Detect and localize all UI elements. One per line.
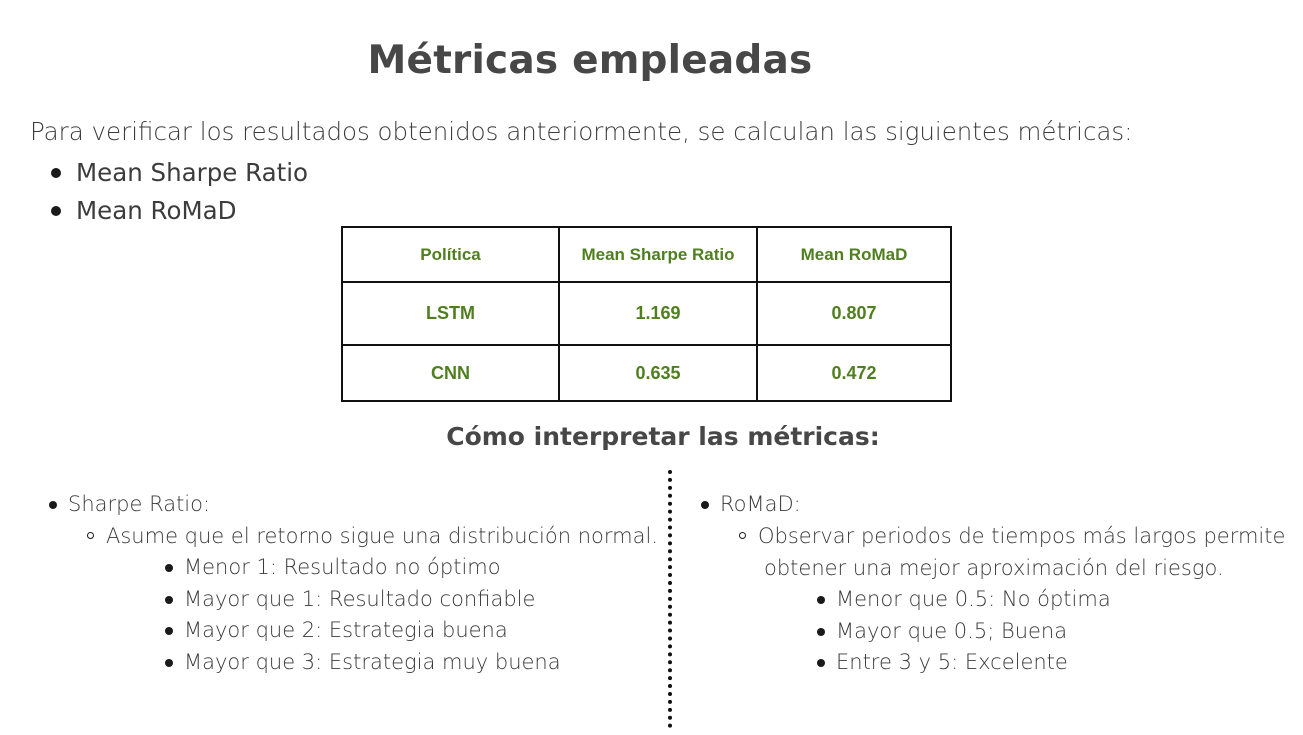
list-item: Mayor que 1: Resultado confiable — [46, 584, 658, 616]
results-table — [341, 226, 952, 402]
cell-romad: 0.807 — [757, 282, 951, 345]
sharpe-heading: Sharpe Ratio: — [46, 489, 658, 520]
cell-romad: 0.472 — [757, 345, 951, 401]
header-mean-romad: Mean RoMaD — [757, 227, 951, 282]
metric-item-sharpe: Mean Sharpe Ratio — [48, 157, 308, 195]
cell-sharpe: 1.169 — [559, 282, 757, 345]
table-row — [342, 282, 951, 345]
table-row — [342, 345, 951, 401]
list-item: Mayor que 0.5; Buena — [698, 616, 1285, 648]
sharpe-explanation — [46, 489, 658, 678]
table-header-row — [342, 227, 951, 282]
metrics-list — [48, 157, 308, 233]
list-item: Menor 1: Resultado no óptimo — [46, 552, 658, 584]
page-title: Métricas empleadas — [367, 38, 813, 83]
section-subtitle: Cómo interpretar las métricas: — [446, 422, 880, 451]
list-item: Menor que 0.5: No óptima — [698, 584, 1285, 616]
header-mean-sharpe: Mean Sharpe Ratio — [559, 227, 757, 282]
cell-sharpe: 0.635 — [559, 345, 757, 401]
romad-note-line2: obtener una mejor aproximación del riesgo. — [764, 556, 1224, 580]
romad-heading: RoMaD: — [698, 489, 1285, 520]
romad-note-line1: Observar periodos de tiempos más largos permite — [758, 524, 1286, 548]
list-item: Mayor que 2: Estrategia buena — [46, 615, 658, 647]
list-item: Mayor que 3: Estrategia muy buena — [46, 647, 658, 679]
cell-policy: CNN — [342, 345, 559, 401]
romad-explanation — [698, 489, 1285, 679]
list-item: Entre 3 y 5: Excelente — [698, 647, 1285, 679]
dotted-divider — [668, 470, 672, 728]
intro-text: Para verificar los resultados obtenidos anteriormente, se calculan las siguientes métricas: — [30, 117, 1133, 146]
cell-policy: LSTM — [342, 282, 559, 345]
romad-note — [698, 520, 1285, 584]
sharpe-note: Asume que el retorno sigue una distribución normal. — [46, 520, 658, 552]
header-politica: Política — [342, 227, 559, 282]
metric-item-romad: Mean RoMaD — [48, 195, 308, 233]
